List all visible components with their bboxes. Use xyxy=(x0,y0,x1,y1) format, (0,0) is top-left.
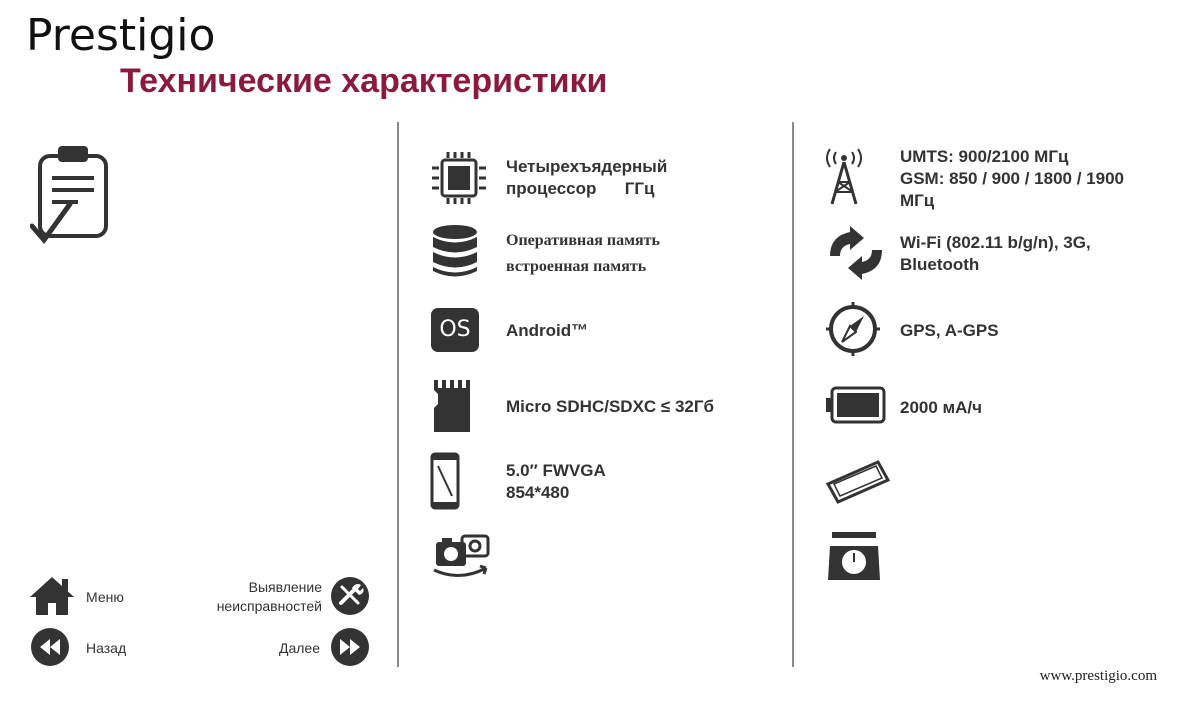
back-button[interactable] xyxy=(28,627,148,667)
spec-network-gsm: GSM: 850 / 900 / 1800 / 1900 xyxy=(900,169,1124,188)
spec-memory-storage: встроенная память xyxy=(506,258,647,275)
brand-logo: Prestigio xyxy=(26,10,216,61)
wireless-arrows-icon xyxy=(826,226,886,280)
spec-sd: Micro SDHC/SDXC ≤ 32Гб xyxy=(506,397,715,416)
spec-display-resolution: 854*480 xyxy=(506,483,570,502)
spec-network-unit: МГц xyxy=(900,191,935,210)
back-label: Назад xyxy=(86,640,127,656)
troubleshoot-label: Выявление неисправностей xyxy=(216,579,322,614)
troubleshoot-button[interactable] xyxy=(206,574,372,622)
spec-memory-ram: Оперативная память xyxy=(506,232,660,249)
phone-dimensions-icon xyxy=(826,458,890,506)
page-title: Технические характеристики xyxy=(120,62,608,100)
menu-button[interactable] xyxy=(28,573,148,619)
spec-wireless-line2: Bluetooth xyxy=(900,255,980,274)
rewind-icon xyxy=(30,627,70,667)
spec-memory xyxy=(506,228,660,280)
compass-icon xyxy=(826,302,880,356)
battery-icon xyxy=(826,386,886,424)
antenna-icon xyxy=(824,148,864,206)
spec-os: Android™ xyxy=(506,321,589,340)
spec-network-umts: UMTS: 900/2100 МГц xyxy=(900,147,1069,166)
next-button[interactable] xyxy=(260,627,372,667)
spec-cpu-line1: Четырехъядерный xyxy=(506,157,668,176)
spec-network xyxy=(900,146,1124,212)
tools-icon xyxy=(330,576,370,616)
menu-label: Меню xyxy=(86,589,124,605)
column-divider-right xyxy=(792,122,794,667)
os-icon xyxy=(431,308,479,352)
scale-icon xyxy=(826,532,882,582)
spec-gps: GPS, A-GPS xyxy=(900,321,999,340)
spec-wireless xyxy=(900,232,1091,276)
next-label: Далее xyxy=(278,640,320,656)
clipboard-checklist-icon xyxy=(30,142,112,244)
spec-cpu-line2: процессор ГГц xyxy=(506,179,655,198)
column-divider-left xyxy=(397,122,399,667)
footer-url[interactable]: www.prestigio.com xyxy=(1039,668,1157,684)
home-icon xyxy=(28,575,76,617)
spec-battery: 2000 мА/ч xyxy=(900,398,982,417)
database-icon xyxy=(430,224,480,280)
fast-forward-icon xyxy=(330,627,370,667)
sd-card-icon xyxy=(430,378,474,434)
cpu-icon xyxy=(428,150,490,206)
phone-screen-icon xyxy=(430,452,460,510)
spec-cpu xyxy=(506,156,667,200)
spec-wireless-line1: Wi-Fi (802.11 b/g/n), 3G, xyxy=(900,233,1091,252)
os-icon-text: OS xyxy=(439,317,471,342)
spec-display-size: 5.0″ FWVGA xyxy=(506,461,606,480)
camera-icon xyxy=(430,532,492,580)
spec-display xyxy=(506,460,606,504)
